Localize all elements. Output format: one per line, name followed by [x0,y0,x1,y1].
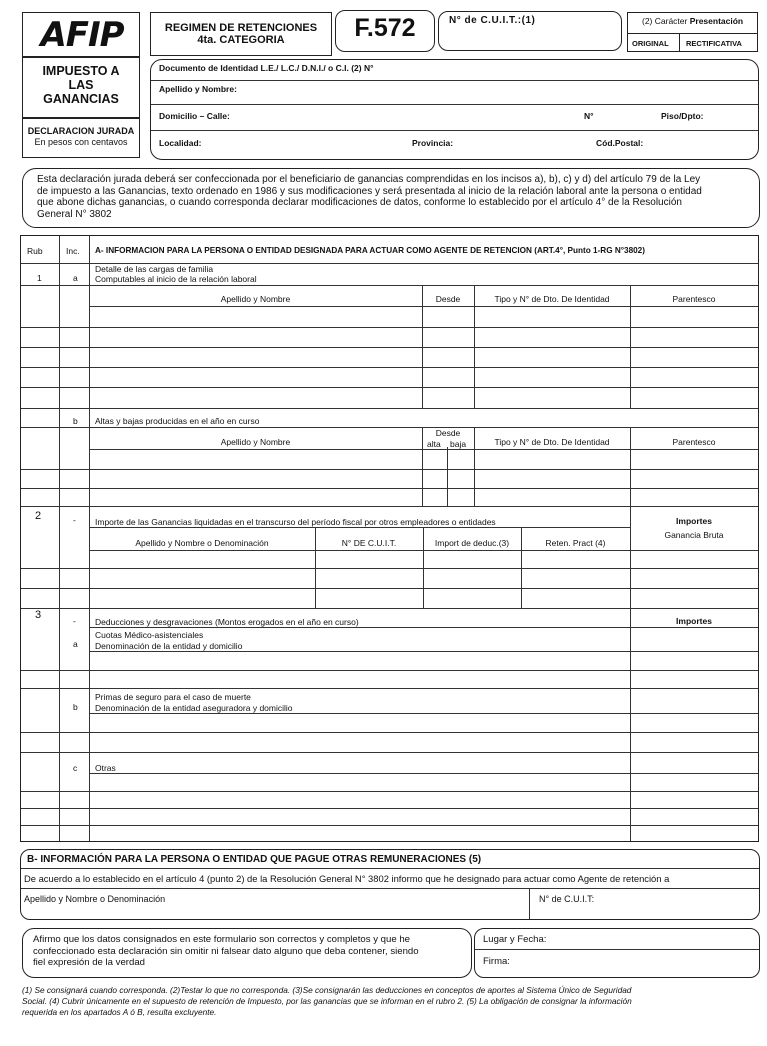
intro-line-1: Esta declaración jurada deberá ser confeccionada por el beneficiario de ganancias comprendidas en los incisos a), b), c) y d) del artículo 79 de la Ley [37,174,701,185]
cuit-box[interactable] [438,11,622,51]
section-b-apellido[interactable]: Apellido y Nombre o Denominación [24,894,166,904]
lugar-fecha[interactable]: Lugar y Fecha: [483,934,547,945]
rubro-2-title: Importe de las Ganancias liquidadas en el transcurso del período fiscal por otros empleadores o entidades [95,517,496,527]
affirm-line-1: Afirmo que los datos consignados en este formulario son correctos y completos y que he [33,934,411,945]
rubro-2-number: 2 [35,510,42,522]
affirm-box [22,928,472,978]
caracter-box [627,12,758,52]
col-parentesco-1: Parentesco [672,294,716,304]
col-parentesco-2: Parentesco [672,437,716,447]
piso-field[interactable]: Piso/Dpto: [661,111,704,121]
footnote-line-3: requerida en los apartados A ó B, resulta excluyente. [22,1007,217,1017]
col-desde-2: Desde [435,428,461,438]
footnote-line-1: (1) Se consignará cuando corresponda. (2)Testar lo que no corresponda. (3)Se consignarán las deducciones en conceptos de aportes al Sistema Único de Seguridad [22,985,632,995]
table-row[interactable] [21,791,758,792]
documento-field[interactable]: Documento de Identidad L.E./ L.C./ D.N.I./ o C.I. (2) N° [159,63,374,73]
caracter-presentacion: Presentación [689,16,744,26]
altas-title: Altas y bajas producidas en el año en curso [95,416,260,426]
original-option[interactable]: ORIGINAL [632,39,669,48]
id-block [150,59,759,160]
provincia-field[interactable]: Provincia: [412,138,454,148]
primas-sub: Denominación de la entidad aseguradora y domicilio [95,703,293,713]
col-deduc: Import de deduc.(3) [434,538,510,548]
otras-title: Otras [95,763,116,773]
declaracion-box [22,118,140,158]
col-desde-1: Desde [435,294,461,304]
section-b-text: De acuerdo a lo establecido en el artículo 4 (punto 2) de la Resolución General N° 3802 informo que he designado para actuar como Agente de retención a [24,873,670,884]
table-row[interactable] [21,808,758,809]
pesos-centavos: En pesos con centavos [34,137,128,147]
table-row[interactable] [21,387,758,388]
affirm-line-3: fiel expresión de la verdad [33,957,145,968]
intro-line-2: de impuesto a las Ganancias, texto ordenado en 1986 y sus modificaciones y será presentada al inicio de la relación laboral ante la persona o entidad [37,185,702,197]
impuesto-line-3: GANANCIAS [43,92,119,106]
footnotes [22,985,762,1018]
rubro-3-number: 3 [35,609,42,621]
cuotas-inc: a [73,639,78,649]
rub-header: Rub [27,246,43,256]
col-apellido-1: Apellido y Nombre [220,294,291,304]
cuotas-sub: Denominación de la entidad y domicilio [95,641,243,651]
rubro-1-detail: Detalle de las cargas de familia [95,264,214,274]
col-tipo-1: Tipo y N° de Dto. De Identidad [494,294,610,304]
otras-inc: c [73,763,78,773]
affirm-line-2: confeccionado esta declaración sin omitir ni falsear dato alguno que deba contener, siendo [33,945,419,957]
apellido-field[interactable]: Apellido y Nombre: [159,84,237,94]
table-row[interactable] [21,568,758,569]
numero-field[interactable]: N° [584,111,594,121]
cuotas-title: Cuotas Médico-asistenciales [95,630,204,640]
table-row[interactable] [21,670,758,671]
intro-line-4: General N° 3802 [37,208,112,220]
inc-header: Inc. [66,246,80,256]
section-b-title: B- INFORMACIÓN PARA LA PERSONA O ENTIDAD QUE PAGUE OTRAS REMUNERACIONES (5) [27,854,482,865]
table-row[interactable] [21,469,758,470]
regimen-box [150,12,332,56]
domicilio-field[interactable]: Domicilio – Calle: [159,111,230,121]
regimen-title: REGIMEN DE RETENCIONES [164,22,318,34]
firma[interactable]: Firma: [483,956,510,967]
cod-postal-field[interactable]: Cód.Postal: [596,138,644,148]
table-row[interactable] [21,367,758,368]
col-baja: baja [450,439,467,449]
col-denominacion: Apellido y Nombre o Denominación [135,538,269,548]
form-number-box [335,10,435,52]
intro-text [37,174,753,220]
table-row[interactable] [21,327,758,328]
logo-box [22,12,140,57]
localidad-field[interactable]: Localidad: [159,138,202,148]
footnote-line-2: Social. (4) Cubrir únicamente en el supuesto de retención de Impuesto, por las ganancias que se informan en el rubro 2. (5) La obligación de consignar la información [22,996,632,1006]
col-apellido-2: Apellido y Nombre [220,437,291,447]
signature-box [474,928,760,978]
section-a-title: A- INFORMACION PARA LA PERSONA O ENTIDAD DESIGNADA PARA ACTUAR COMO AGENTE DE RETENCION (ART.4°, Punto 1-RG N°3802) [95,246,645,255]
col-cuit: N° DE C.U.I.T. [341,538,397,548]
intro-box [22,168,760,228]
regimen-category: 4ta. CATEGORIA [197,34,285,46]
affirm-text [33,934,419,969]
rubro-2-inc: - [73,515,76,525]
altas-inc: b [73,416,78,426]
col-alta: alta [427,439,441,449]
form-number: F.572 [354,14,416,42]
intro-line-3: que abone dichas ganancias, o cuando corresponda declarar modificaciones de datos, conforme lo establecido por el artículo 4° de la Resolución [37,197,682,209]
rectificativa-option[interactable]: RECTIFICATIVA [686,39,742,48]
importes-header: Importes [676,516,712,526]
section-b-cuit[interactable]: N° de C.U.I.T: [539,894,595,904]
primas-title: Primas de seguro para el caso de muerte [95,692,251,702]
col-tipo-2: Tipo y N° de Dto. De Identidad [494,437,610,447]
caracter-prefix: (2) Carácter [642,16,688,26]
importes-header-2: Importes [676,616,712,626]
afip-logo: AFIP [40,15,124,55]
section-a-table [20,235,759,842]
caracter-label [642,16,743,26]
rubro-1-sub: Computables al inicio de la relación laboral [95,274,257,284]
col-reten: Reten. Pract (4) [545,538,606,548]
rubro-3-title: Deducciones y desgravaciones (Montos erogados en el año en curso) [95,617,359,627]
table-row[interactable] [21,588,758,589]
impuesto-line-2: LAS [68,78,94,92]
rubro-3-inc: - [73,616,76,626]
declaracion-jurada: DECLARACION JURADA [27,126,135,136]
cuit-label: N° de C.U.I.T.:(1) [449,15,536,26]
rubro-1-number: 1 [37,273,42,283]
section-b-box [20,849,760,920]
table-row[interactable] [21,347,758,348]
impuesto-box [22,57,140,118]
table-row[interactable] [21,488,758,489]
impuesto-line-1: IMPUESTO A [42,64,120,78]
table-row[interactable] [21,732,758,733]
primas-inc: b [73,702,78,712]
table-row[interactable] [21,825,758,826]
ganancia-bruta-header: Ganancia Bruta [664,530,724,540]
rubro-1-inc: a [73,273,78,283]
